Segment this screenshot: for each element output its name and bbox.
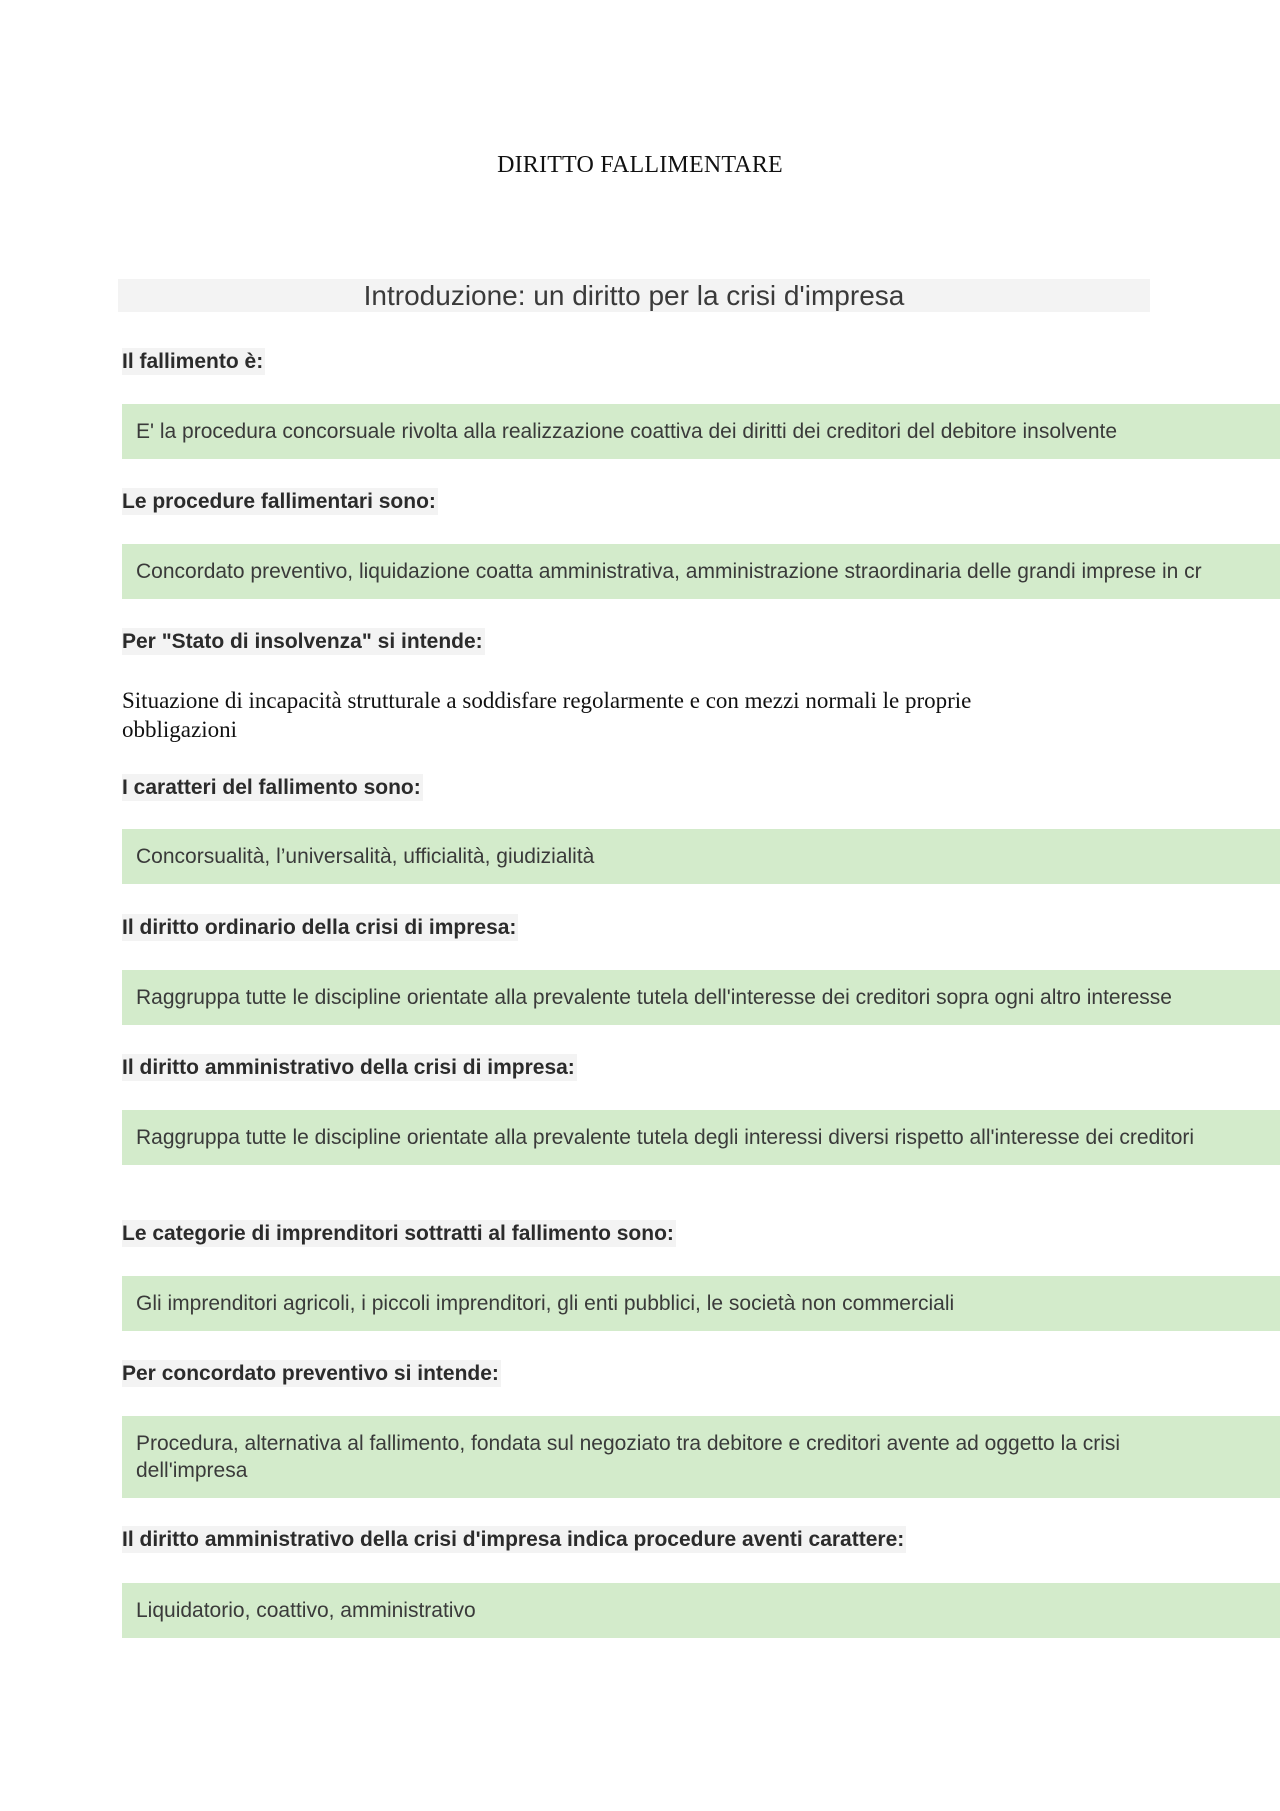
answer-text: Gli imprenditori agricoli, i piccoli imprenditori, gli enti pubblici, le società non commerciali [122,1276,1280,1331]
answer-text: Concordato preventivo, liquidazione coatta amministrativa, amministrazione straordinaria delle grandi imprese in cr [122,544,1280,599]
question-label: Il fallimento è: [122,350,264,373]
answer-text: Concorsualità, l’universalità, ufficialità, giudizialità [122,829,1280,884]
question-label: Le procedure fallimentari sono: [122,490,436,513]
qa-item [122,1220,1280,1247]
question-label: I caratteri del fallimento sono: [122,776,421,799]
answer-text: Procedura, alternativa al fallimento, fondata sul negoziato tra debitore e creditori avente ad oggetto la crisi dell'impresa [122,1416,1280,1498]
section-heading: Introduzione: un diritto per la crisi d'impresa [118,279,1150,312]
answer-text: Raggruppa tutte le discipline orientate alla prevalente tutela degli interessi diversi rispetto all'interesse dei creditori [122,1110,1280,1165]
qa-item [122,1360,1280,1387]
qa-answer-block [122,1583,1280,1638]
qa-answer-block [122,686,1280,744]
question-label: Il diritto amministrativo della crisi d'impresa indica procedure aventi carattere: [122,1528,905,1551]
question-label: Per "Stato di insolvenza" si intende: [122,630,483,653]
qa-item [122,1526,1280,1553]
qa-answer-block [122,1276,1280,1331]
answer-text: Liquidatorio, coattivo, amministrativo [122,1583,1280,1638]
answer-text: Situazione di incapacità strutturale a soddisfare regolarmente e con mezzi normali le proprie obbligazioni [122,688,972,742]
qa-answer-block [122,970,1280,1025]
qa-item [122,774,1280,801]
qa-item [122,348,1280,375]
answer-text: E' la procedura concorsuale rivolta alla realizzazione coattiva dei diritti dei creditori del debitore insolvente [122,404,1280,459]
qa-item [122,488,1280,515]
question-label: Il diritto ordinario della crisi di impresa: [122,916,517,939]
question-label: Per concordato preventivo si intende: [122,1362,499,1385]
qa-item [122,914,1280,941]
question-label: Le categorie di imprenditori sottratti al fallimento sono: [122,1222,674,1245]
qa-item [122,1054,1280,1081]
qa-answer-block [122,544,1280,599]
qa-answer-block [122,829,1280,884]
question-label: Il diritto amministrativo della crisi di impresa: [122,1056,575,1079]
qa-answer-block [122,1416,1280,1498]
qa-answer-block [122,404,1280,459]
document-title: DIRITTO FALLIMENTARE [497,152,783,178]
qa-item [122,628,1280,655]
qa-answer-block [122,1110,1280,1165]
answer-text: Raggruppa tutte le discipline orientate alla prevalente tutela dell'interesse dei creditori sopra ogni altro interesse [122,970,1280,1025]
